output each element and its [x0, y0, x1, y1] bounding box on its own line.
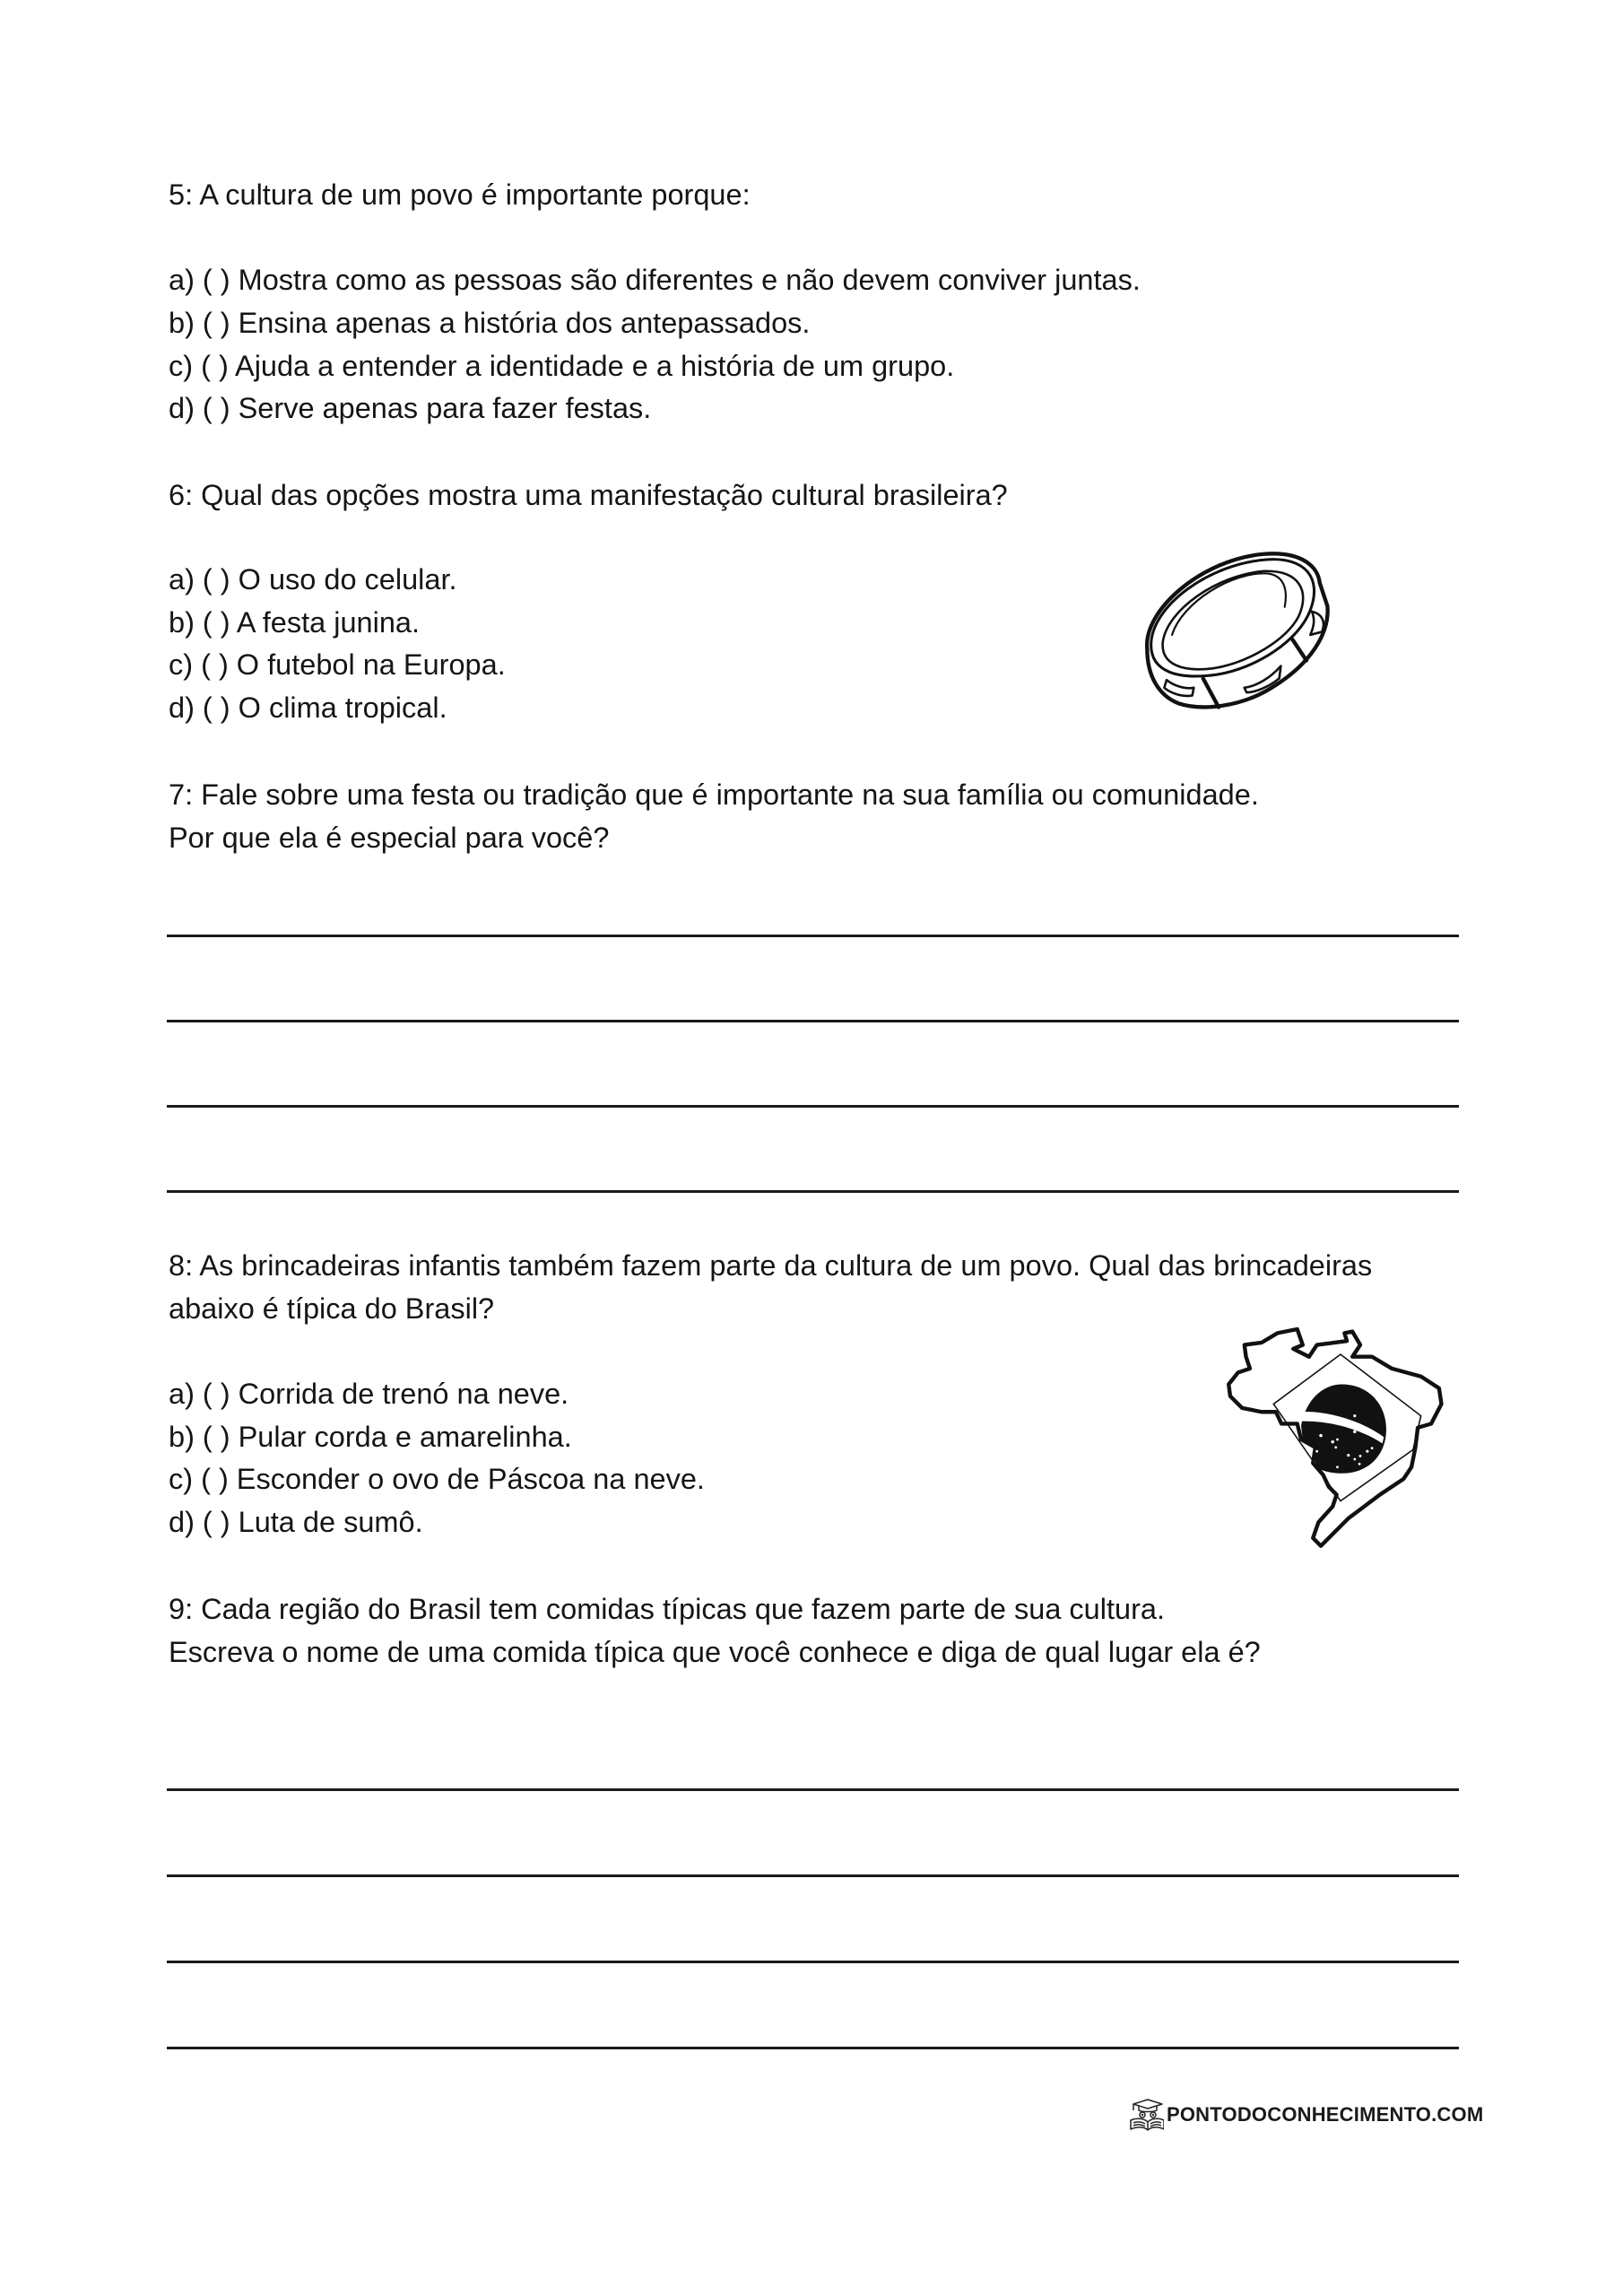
question-6-option-d[interactable]: d) ( ) O clima tropical.	[169, 691, 447, 724]
question-8-option-b[interactable]: b) ( ) Pular corda e amarelinha.	[169, 1421, 572, 1453]
brazil-flag-map-icon	[1211, 1309, 1471, 1570]
answer-line[interactable]	[167, 1020, 1459, 1022]
question-6-option-a[interactable]: a) ( ) O uso do celular.	[169, 563, 457, 596]
site-logo[interactable]	[1128, 2097, 1483, 2133]
question-9-prompt-line-2: Escreva o nome de uma comida típica que você conhece e diga de qual lugar ela é?	[169, 1636, 1261, 1668]
answer-line[interactable]	[167, 2047, 1459, 2049]
question-5-option-a[interactable]: a) ( ) Mostra como as pessoas são diferentes e não devem conviver juntas.	[169, 264, 1141, 296]
question-7-prompt-line-2: Por que ela é especial para você?	[169, 822, 610, 854]
question-5-option-b[interactable]: b) ( ) Ensina apenas a história dos antepassados.	[169, 307, 811, 339]
question-9-prompt-line-1: 9: Cada região do Brasil tem comidas típicas que fazem parte de sua cultura.	[169, 1593, 1165, 1625]
answer-line[interactable]	[167, 1190, 1459, 1193]
owl-graduation-book-icon	[1128, 2099, 1164, 2131]
question-8-prompt-line-1: 8: As brincadeiras infantis também fazem parte da cultura de um povo. Qual das brincadeiras	[169, 1249, 1373, 1282]
site-name: PONTODOCONHECIMENTO.COM	[1167, 2103, 1484, 2126]
question-8-option-a[interactable]: a) ( ) Corrida de trenó na neve.	[169, 1378, 569, 1410]
question-7-prompt-line-1: 7: Fale sobre uma festa ou tradição que é importante na sua família ou comunidade.	[169, 778, 1259, 811]
question-8-option-c[interactable]: c) ( ) Esconder o ovo de Páscoa na neve.	[169, 1463, 705, 1495]
answer-line[interactable]	[167, 1961, 1459, 1963]
question-5-option-d[interactable]: d) ( ) Serve apenas para fazer festas.	[169, 392, 652, 424]
question-5-prompt: 5: A cultura de um povo é importante porque:	[169, 178, 751, 211]
question-6-option-c[interactable]: c) ( ) O futebol na Europa.	[169, 648, 506, 681]
question-8-option-d[interactable]: d) ( ) Luta de sumô.	[169, 1506, 423, 1538]
answer-line[interactable]	[167, 1788, 1459, 1791]
question-8-prompt-line-2: abaixo é típica do Brasil?	[169, 1292, 495, 1325]
answer-line[interactable]	[167, 935, 1459, 937]
question-5-option-c[interactable]: c) ( ) Ajuda a entender a identidade e a história de um grupo.	[169, 350, 955, 382]
tambourine-icon	[1132, 536, 1365, 738]
answer-line[interactable]	[167, 1874, 1459, 1877]
answer-line[interactable]	[167, 1105, 1459, 1108]
question-6-option-b[interactable]: b) ( ) A festa junina.	[169, 606, 421, 639]
question-6-prompt: 6: Qual das opções mostra uma manifestação cultural brasileira?	[169, 479, 1008, 511]
